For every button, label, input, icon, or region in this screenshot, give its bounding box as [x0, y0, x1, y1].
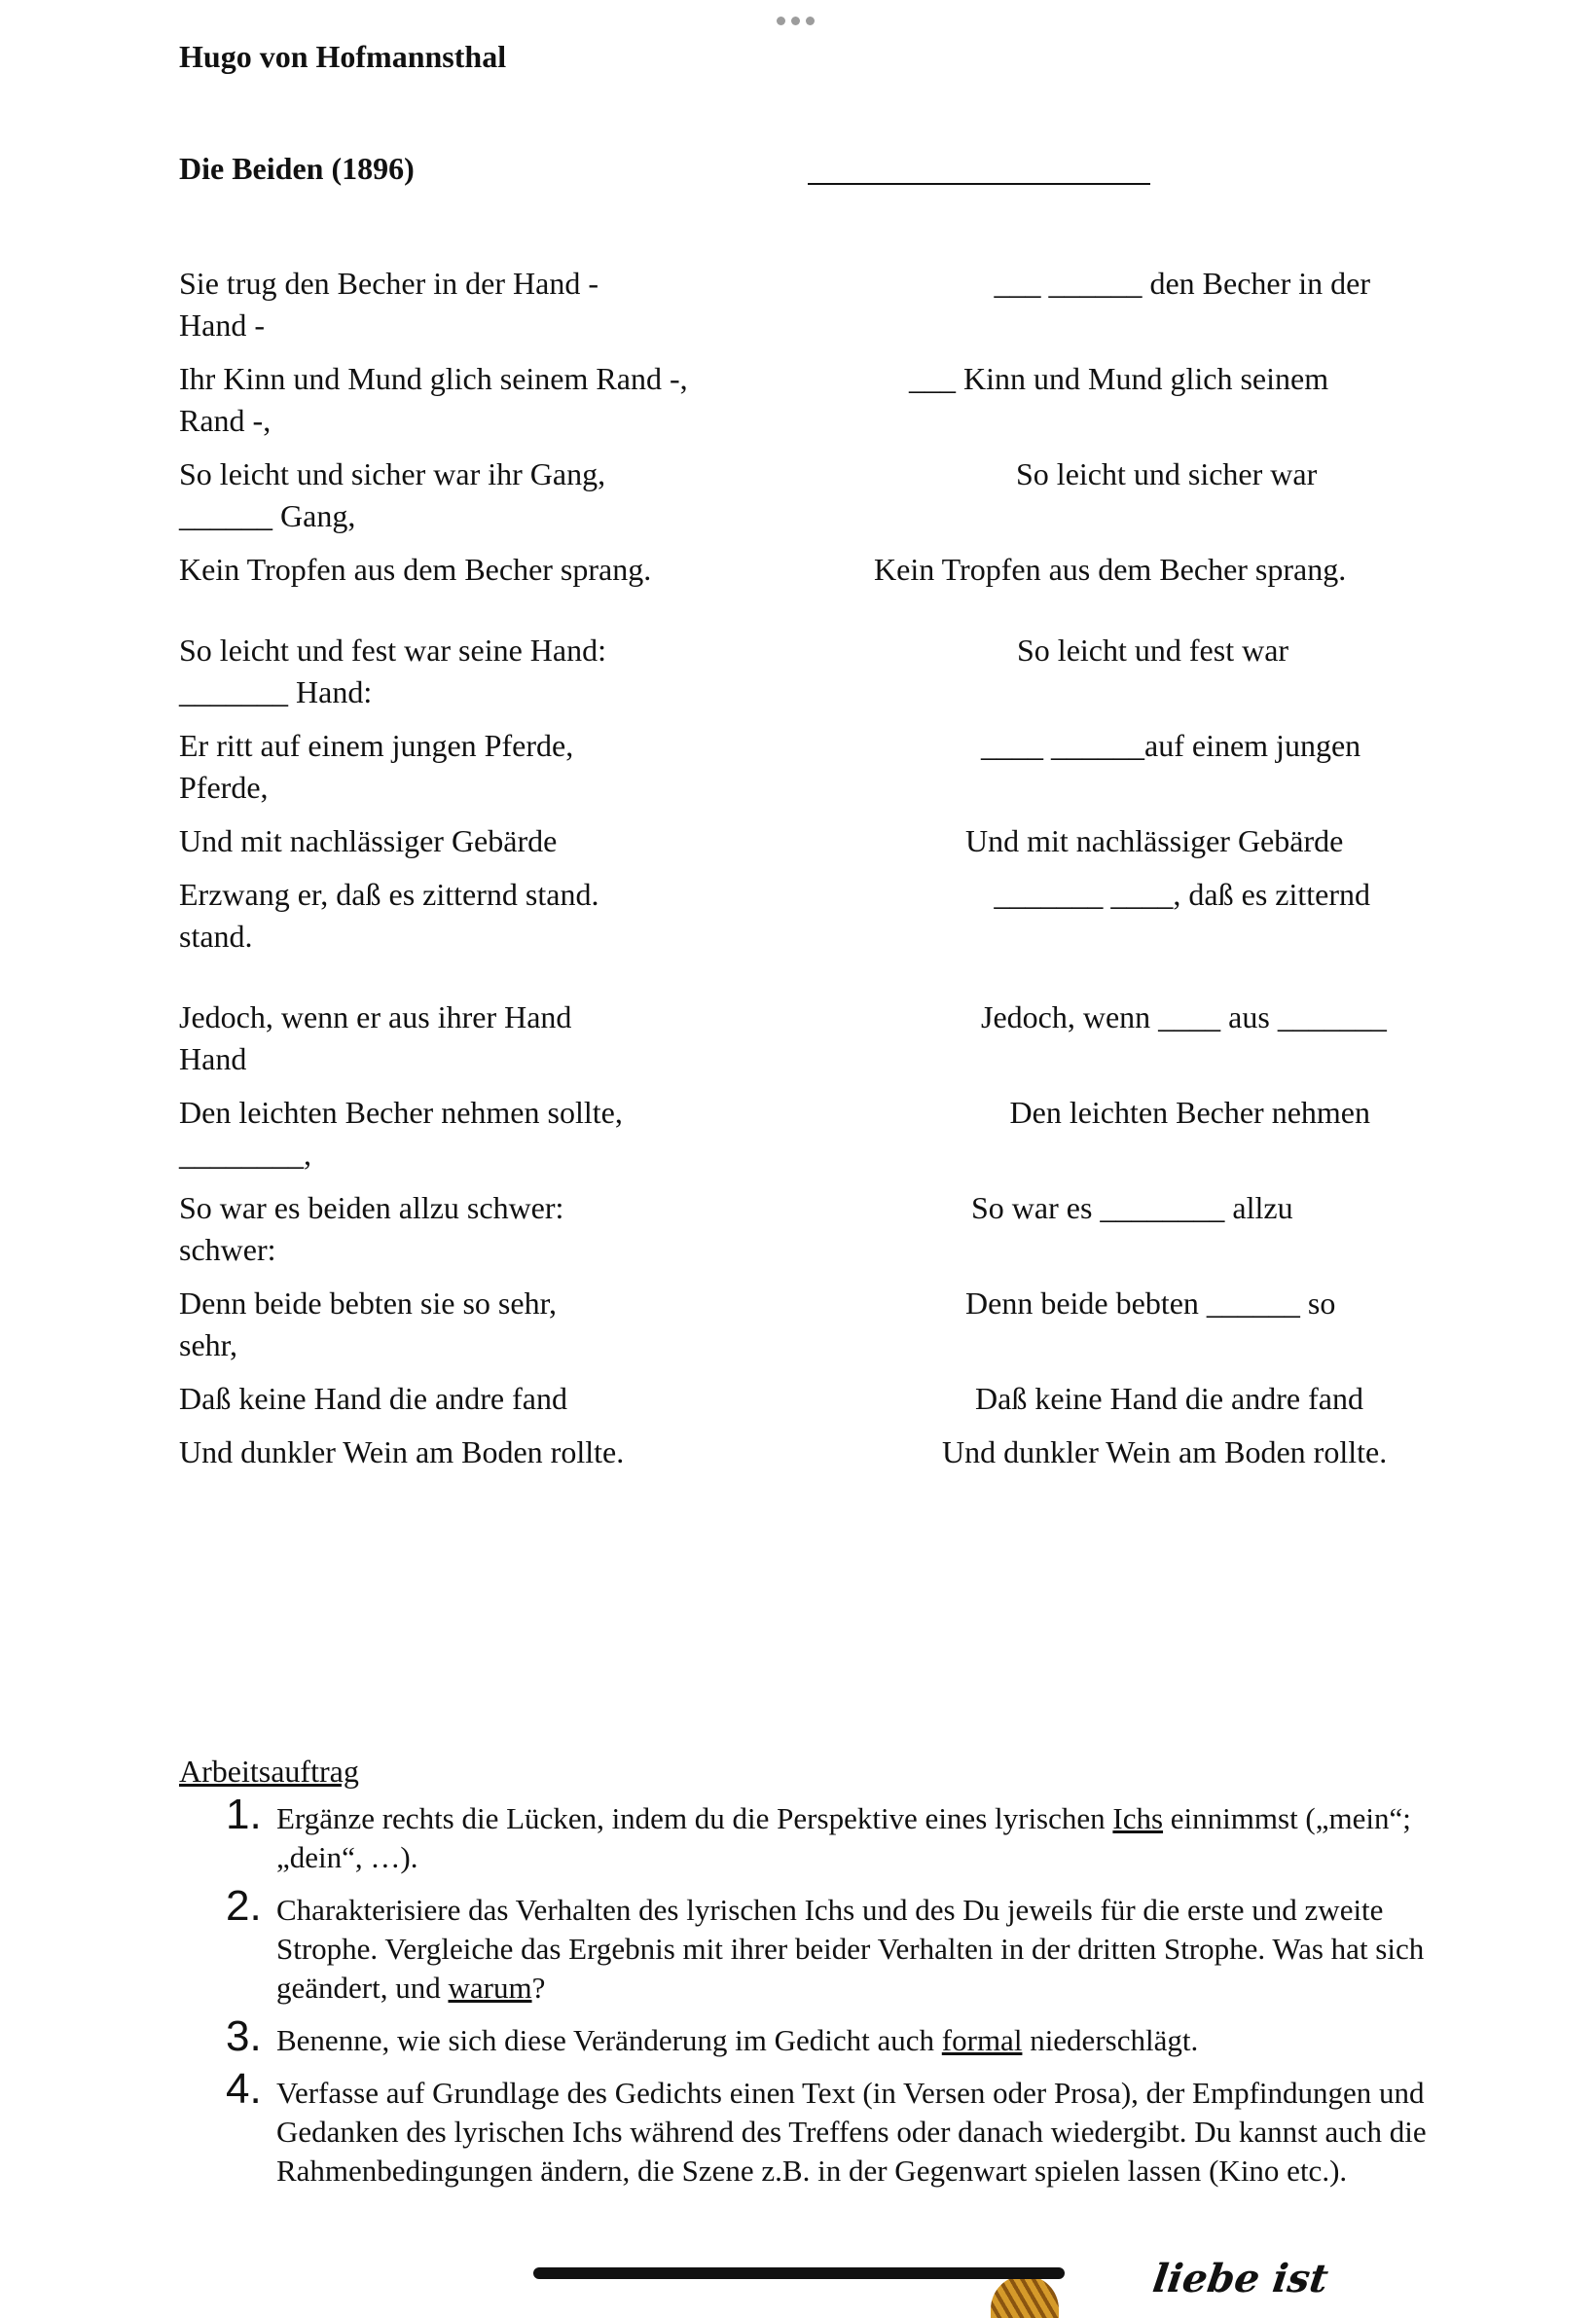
- gap-line: Denn beide bebten ______ so: [965, 1286, 1336, 1321]
- spacer: [837, 400, 1421, 442]
- poem-line: Er ritt auf einem jungen Pferde,: [179, 728, 574, 763]
- spacer: [837, 1229, 1421, 1271]
- item-text: einnimmst („mein“; „dein“, …).: [276, 1801, 1411, 1874]
- poem-line: stand.: [179, 919, 253, 954]
- poem-line: Pferde,: [179, 770, 269, 805]
- dot: [806, 17, 815, 25]
- spacer: [837, 671, 1421, 713]
- decorative-image: [991, 2275, 1059, 2318]
- poem-line: Ihr Kinn und Mund glich seinem Rand -,: [179, 361, 688, 396]
- poem-line: Und dunkler Wein am Boden rollte.: [179, 1434, 625, 1469]
- gap-line: ___ ______ den Becher in der: [994, 266, 1370, 301]
- poem-line: schwer:: [179, 1232, 276, 1267]
- spacer: [837, 916, 1421, 958]
- assignment-list: [179, 1791, 1444, 2191]
- poem-line: Und mit nachlässiger Gebärde: [179, 823, 558, 858]
- item-number: 3.: [226, 2012, 262, 2060]
- gap-line: Den leichten Becher nehmen: [1009, 1095, 1370, 1130]
- author-name: Hugo von Hofmannsthal: [179, 39, 507, 74]
- gap-line: _______ ____, daß es zitternd: [994, 877, 1370, 912]
- spacer: [837, 305, 1421, 346]
- item-number: 1.: [226, 1791, 262, 1838]
- assignment-item: [179, 1791, 1473, 1877]
- more-options-icon[interactable]: [777, 17, 815, 25]
- poem-line: Hand -: [179, 308, 265, 343]
- spacer: [837, 1324, 1421, 1366]
- item-underlined: formal: [941, 2023, 1023, 2057]
- handwritten-scribble: liebe ist: [1149, 2256, 1331, 2301]
- poem-line: Sie trug den Becher in der Hand -: [179, 266, 598, 301]
- gap-line: So leicht und fest war: [1017, 633, 1289, 668]
- assignment-section: [179, 1754, 1444, 2204]
- poem-line: Daß keine Hand die andre fand: [179, 1381, 567, 1416]
- gap-line: ___ Kinn und Mund glich seinem: [909, 361, 1329, 396]
- poem-line: So war es beiden allzu schwer:: [179, 1190, 564, 1225]
- item-text: ?: [531, 1971, 546, 2005]
- original-poem: [179, 263, 802, 1473]
- assignment-title: Arbeitsauftrag: [179, 1754, 359, 1789]
- poem-line: sehr,: [179, 1327, 238, 1362]
- spacer: [837, 767, 1421, 809]
- dot: [791, 17, 800, 25]
- poem-line: Jedoch, wenn er aus ihrer Hand: [179, 999, 572, 1034]
- spacer: [837, 495, 1421, 537]
- assignment-item: [179, 2065, 1473, 2191]
- poem-line: Denn beide bebten sie so sehr,: [179, 1286, 557, 1321]
- gap-line: So war es ________ allzu: [971, 1190, 1293, 1225]
- item-text: Benenne, wie sich diese Veränderung im Gedicht auch: [276, 2023, 942, 2057]
- gap-poem: [837, 263, 1421, 1473]
- gap-line: Und mit nachlässiger Gebärde: [965, 823, 1344, 858]
- item-number: 2.: [226, 1882, 262, 1930]
- gap-line: Daß keine Hand die andre fand: [975, 1381, 1363, 1416]
- gap-line: ____ ______auf einem jungen: [981, 728, 1361, 763]
- assignment-item: [179, 2012, 1473, 2060]
- assignment-item: [179, 1882, 1473, 2008]
- gap-line: Jedoch, wenn ____ aus _______: [981, 999, 1387, 1034]
- poem-title: Die Beiden (1896): [179, 151, 415, 186]
- item-text: Verfasse auf Grundlage des Gedichts einen Text (in Versen oder Prosa), der Empfindungen und Gedanken des lyrischen Ichs während des Treffens oder danach wiedergibt. Du kannst auch die Rahmenbedingungen ändern, die Szene z.B. in der Gegenwart spielen lassen (Kino etc.).: [276, 2076, 1427, 2188]
- poem-line: ________,: [179, 1137, 311, 1172]
- title-answer-line: [808, 183, 1150, 185]
- poem-line: So leicht und sicher war ihr Gang,: [179, 456, 606, 491]
- poem-line: Hand: [179, 1041, 247, 1076]
- poem-line: Erzwang er, daß es zitternd stand.: [179, 877, 599, 912]
- spacer: [837, 1134, 1421, 1176]
- item-underlined: Ichs: [1112, 1801, 1164, 1835]
- spacer: [837, 1038, 1421, 1080]
- item-text: Charakterisiere das Verhalten des lyrischen Ichs und des Du jeweils für die erste und zweite Strophe. Vergleiche das Ergebnis mit ihrer beider Verhalten in der dritten Strophe. Was hat sich geändert, und: [276, 1893, 1425, 2005]
- poem-line: _______ Hand:: [179, 674, 373, 709]
- item-underlined: warum: [448, 1971, 532, 2005]
- poem-line: Rand -,: [179, 403, 272, 438]
- item-text: Ergänze rechts die Lücken, indem du die Perspektive eines lyrischen: [276, 1801, 1113, 1835]
- poem-line: Den leichten Becher nehmen sollte,: [179, 1095, 623, 1130]
- gap-line: Und dunkler Wein am Boden rollte.: [942, 1434, 1388, 1469]
- dot: [777, 17, 785, 25]
- gap-line: So leicht und sicher war: [1016, 456, 1318, 491]
- item-text: niederschlägt.: [1022, 2023, 1199, 2057]
- item-number: 4.: [226, 2065, 262, 2113]
- poem-line: So leicht und fest war seine Hand:: [179, 633, 606, 668]
- poem-line: ______ Gang,: [179, 498, 356, 533]
- poem-line: Kein Tropfen aus dem Becher sprang.: [179, 552, 652, 587]
- home-indicator[interactable]: [533, 2267, 1065, 2279]
- gap-line: Kein Tropfen aus dem Becher sprang.: [874, 552, 1347, 587]
